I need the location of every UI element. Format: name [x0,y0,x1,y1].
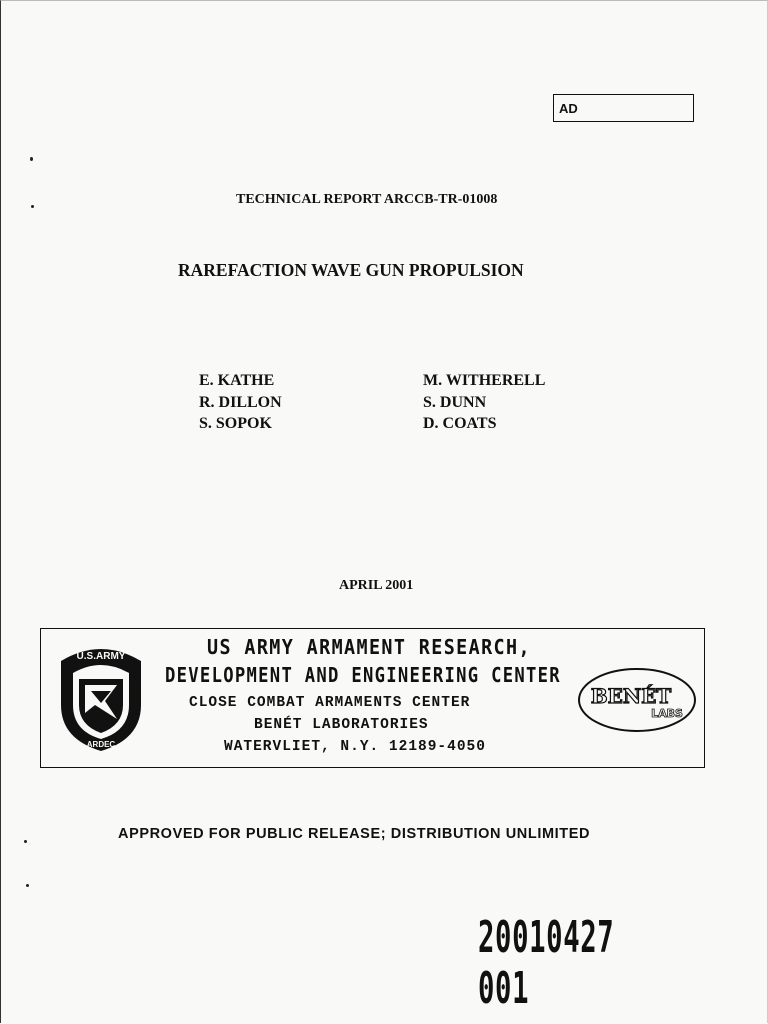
ad-box [553,94,694,122]
scan-speck [30,157,33,161]
benet-logo-text: BENÉT [590,684,672,708]
author: S. DUNN [423,393,487,411]
org-name-line1: US ARMY ARMAMENT RESEARCH, [207,635,531,659]
scan-speck [31,205,34,208]
logo-text-bottom: ARDEC [86,740,116,749]
logo-text-top: U.S.ARMY [76,651,126,662]
author: S. SOPOK [199,415,272,432]
report-number: TECHNICAL REPORT ARCCB-TR-01008 [236,192,498,207]
authors-left [199,370,282,435]
authors-right [423,370,545,435]
author: M. WITHERELL [423,372,546,389]
scan-speck [24,840,27,843]
org-address: WATERVLIET, N.Y. 12189-4050 [224,739,486,755]
document-id: 20010427 001 [478,912,615,1014]
author: R. DILLON [199,393,282,411]
benet-labs-logo-icon [575,665,699,735]
organization-box [40,628,705,768]
report-date: APRIL 2001 [339,578,414,593]
org-sub-lab: BENÉT LABORATORIES [254,717,429,733]
org-name-line2: DEVELOPMENT AND ENGINEERING CENTER [165,663,561,687]
us-army-ardec-logo-icon [55,643,147,753]
org-sub-center: CLOSE COMBAT ARMAMENTS CENTER [189,695,471,711]
author: E. KATHE [199,372,275,389]
scan-speck [26,884,29,887]
distribution-statement: APPROVED FOR PUBLIC RELEASE; DISTRIBUTION UNLIMITED [118,826,591,842]
labs-logo-text: LABS [651,707,683,720]
author: D. COATS [423,415,497,432]
report-title: RAREFACTION WAVE GUN PROPULSION [178,260,524,280]
ad-label: AD [559,101,578,116]
